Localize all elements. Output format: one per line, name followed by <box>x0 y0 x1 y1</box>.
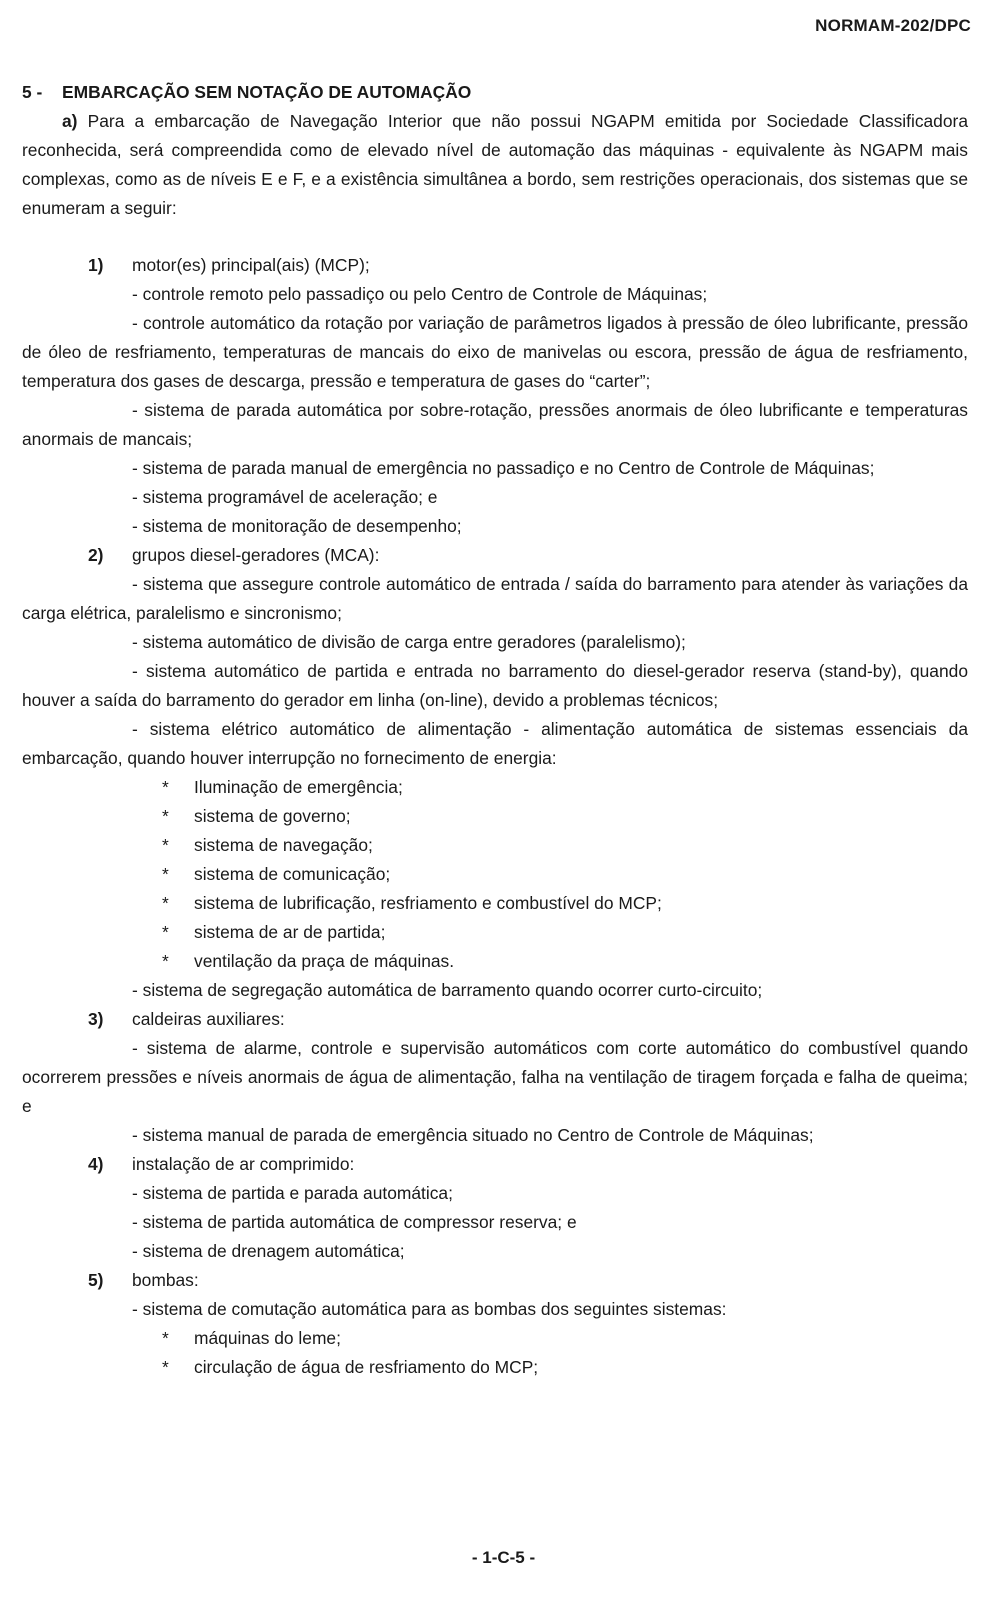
bullet-text: sistema de ar de partida; <box>194 922 386 942</box>
item-1-line: - sistema de parada automática por sobre-rotação, pressões anormais de óleo lubrificante e temperaturas anormais de mancais; <box>22 400 968 449</box>
bullet-glyph: * <box>162 777 169 797</box>
item-3-heading <box>22 1005 968 1034</box>
item-5-line: - sistema de comutação automática para as bombas dos seguintes sistemas: <box>132 1299 727 1319</box>
item-2-line: - sistema que assegure controle automático de entrada / saída do barramento para atender às variações da carga elétrica, paralelismo e sincronismo; <box>22 574 968 623</box>
bullet-item <box>22 860 968 889</box>
bullet-text: sistema de navegação; <box>194 835 373 855</box>
bullet-item <box>22 773 968 802</box>
item-3-label: caldeiras auxiliares: <box>132 1009 285 1029</box>
item-4-heading <box>22 1150 968 1179</box>
bullet-glyph: * <box>162 893 169 913</box>
item-1-line: - sistema programável de aceleração; e <box>132 487 438 507</box>
bullet-text: ventilação da praça de máquinas. <box>194 951 455 971</box>
item-3-number: 3) <box>88 1009 104 1029</box>
intro-label: a) <box>62 111 78 131</box>
item-2-label: grupos diesel-geradores (MCA): <box>132 545 380 565</box>
bullet-text: sistema de comunicação; <box>194 864 391 884</box>
item-2-heading <box>22 541 968 570</box>
bullet-glyph: * <box>162 864 169 884</box>
intro-paragraph <box>22 107 968 223</box>
bullet-item <box>22 1353 968 1382</box>
bullet-text: sistema de lubrificação, resfriamento e combustível do MCP; <box>194 893 662 913</box>
bullet-item <box>22 889 968 918</box>
bullet-glyph: * <box>162 1328 169 1348</box>
document-code: NORMAM-202/DPC <box>815 16 971 35</box>
bullet-item <box>22 831 968 860</box>
item-1-line: - controle automático da rotação por variação de parâmetros ligados à pressão de óleo lubrificante, pressão de óleo de resfriamento, temperaturas de mancais do eixo de manivelas ou escora, pressão de água de resfriamento, temperatura dos gases de descarga, pressão e temperatura de gases do “carter”; <box>22 313 968 391</box>
bullet-text: Iluminação de emergência; <box>194 777 403 797</box>
item-1-heading <box>22 251 968 280</box>
bullet-item <box>22 947 968 976</box>
document-body <box>22 78 968 1382</box>
item-1-line: - sistema de monitoração de desempenho; <box>132 516 462 536</box>
bullet-glyph: * <box>162 922 169 942</box>
item-2-number: 2) <box>88 545 104 565</box>
item-4-label: instalação de ar comprimido: <box>132 1154 355 1174</box>
bullet-item <box>22 802 968 831</box>
bullet-glyph: * <box>162 835 169 855</box>
item-4-line: - sistema de drenagem automática; <box>132 1241 405 1261</box>
bullet-text: circulação de água de resfriamento do MCP; <box>194 1357 539 1377</box>
bullet-glyph: * <box>162 806 169 826</box>
section-number: 5 - <box>22 82 43 102</box>
item-2-line: - sistema elétrico automático de alimentação - alimentação automática de sistemas essenciais da embarcação, quando houver interrupção no fornecimento de energia: <box>22 719 968 768</box>
bullet-item <box>22 1324 968 1353</box>
item-2-line: - sistema de segregação automática de barramento quando ocorrer curto-circuito; <box>132 980 763 1000</box>
bullet-text: máquinas do leme; <box>194 1328 341 1348</box>
item-1-label: motor(es) principal(ais) (MCP); <box>132 255 370 275</box>
item-2-line: - sistema automático de partida e entrada no barramento do diesel-gerador reserva (stand-by), quando houver a saída do barramento do gerador em linha (on-line), devido a problemas técnicos; <box>22 661 968 710</box>
item-1-line: - controle remoto pelo passadiço ou pelo Centro de Controle de Máquinas; <box>132 284 708 304</box>
item-1-line: - sistema de parada manual de emergência no passadiço e no Centro de Controle de Máquinas; <box>132 458 875 478</box>
page-number: - 1-C-5 - <box>471 1548 536 1567</box>
item-5-number: 5) <box>88 1270 104 1290</box>
item-4-line: - sistema de partida e parada automática; <box>132 1183 453 1203</box>
item-4-number: 4) <box>88 1154 104 1174</box>
spacer <box>22 223 968 251</box>
item-5-label: bombas: <box>132 1270 199 1290</box>
item-3-line: - sistema de alarme, controle e supervisão automáticos com corte automático do combustível quando ocorrerem pressões e níveis anormais de água de alimentação, falha na ventilação de tiragem forçada e falha de queima; e <box>22 1038 968 1116</box>
item-2-line: - sistema automático de divisão de carga entre geradores (paralelismo); <box>132 632 686 652</box>
bullet-glyph: * <box>162 1357 169 1377</box>
bullet-item <box>22 918 968 947</box>
section-title: EMBARCAÇÃO SEM NOTAÇÃO DE AUTOMAÇÃO <box>62 82 472 102</box>
item-5-heading <box>22 1266 968 1295</box>
intro-text: Para a embarcação de Navegação Interior que não possui NGAPM emitida por Sociedade Classificadora reconhecida, será compreendida como de elevado nível de automação das máquinas - equivalente às NGAPM mais complexas, como as de níveis E e F, e a existência simultânea a bordo, sem restrições operacionais, dos sistemas que se enumeram a seguir: <box>22 111 968 218</box>
item-1-number: 1) <box>88 255 104 275</box>
bullet-text: sistema de governo; <box>194 806 351 826</box>
item-4-line: - sistema de partida automática de compressor reserva; e <box>132 1212 577 1232</box>
bullet-glyph: * <box>162 951 169 971</box>
item-3-line: - sistema manual de parada de emergência situado no Centro de Controle de Máquinas; <box>132 1125 814 1145</box>
section-heading <box>22 78 968 107</box>
